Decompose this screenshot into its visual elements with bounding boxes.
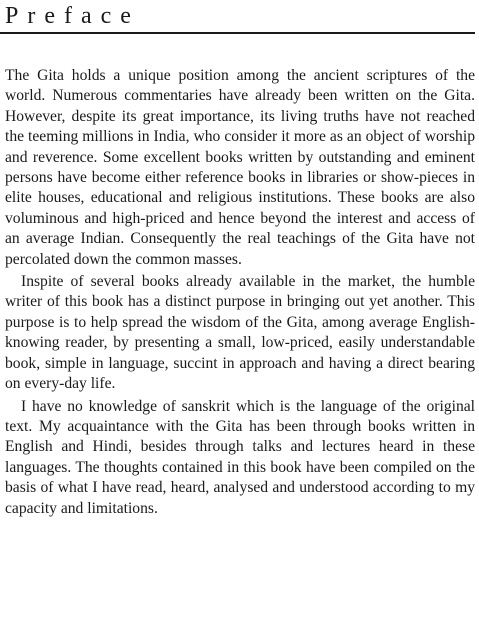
paragraph-3: I have no knowledge of sanskrit which is the language of the original text. My acquaintance with the Gita has been through books written in English and Hindi, besides through talks and lectures heard in these languages. The thoughts contained in this book have been compiled on the basis of what I have read, heard, analysed and understood according to my capacity and limitations. xyxy=(5,397,475,517)
paragraph-2: Inspite of several books already available in the market, the humble writer of this book has a distinct purpose in bringing out yet another. This purpose is to help spread the wisdom of the Gita, among average English-knowing reader, by presenting a small, low-priced, easily understandable book, simple in language, succint in approach and having a direct bearing on every-day life. xyxy=(5,273,475,393)
page-heading: Preface xyxy=(5,3,140,29)
heading-divider xyxy=(0,32,475,34)
body-text xyxy=(5,66,475,521)
paragraph-1: The Gita holds a unique position among the ancient scriptures of the world. Numerous commentaries have already been written on the Gita. However, despite its great importance, its living truths have not reached the teeming millions in India, who consider it more as an object of worship and reverence. Some excellent books written by outstanding and eminent persons have become either reference books in libraries or show-pieces in elite houses, educational and religious institutions. These books are also voluminous and high-priced and hence beyond the interest and access of an average Indian. Consequently the real teachings of the Gita have not percolated down the common masses. xyxy=(5,67,475,268)
